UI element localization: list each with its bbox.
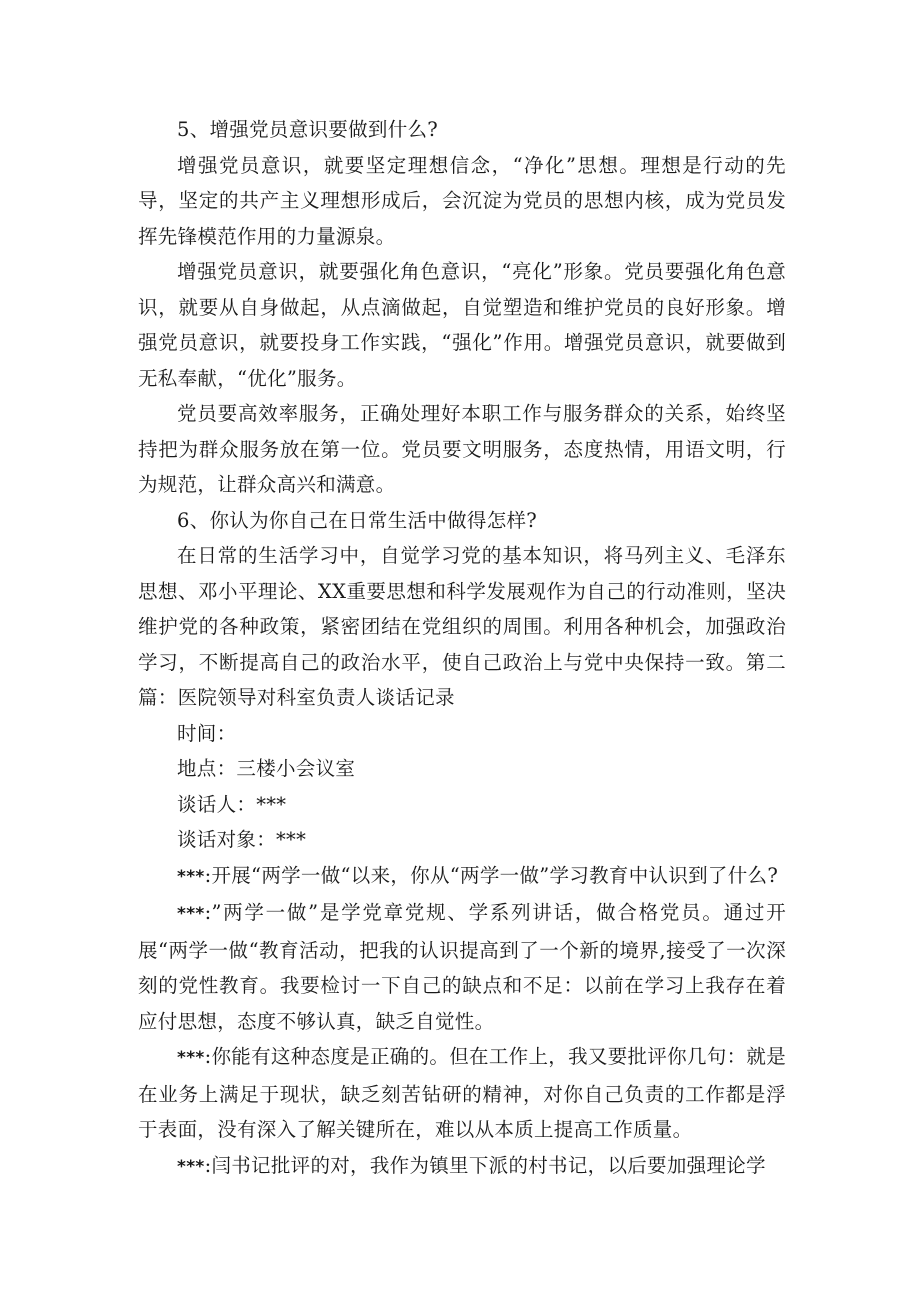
paragraph-text: 6、你认为你自己在日常生活中做得怎样? xyxy=(177,508,538,532)
question-heading xyxy=(138,503,786,539)
paragraph-text: 增强党员意识，就要坚定理想信念，“净化”思想。理想是行动的先导，坚定的共产主义理想形成后，会沉淀为党员的思想内核，成为党员发挥先锋模范作用的力量源泉。 xyxy=(138,153,786,248)
dialogue-text: :开展“两学一做“以来，你从“两学一做”学习教育中认识到了什么? xyxy=(204,863,779,887)
dialogue-line xyxy=(138,895,786,1039)
paragraph-text: 在日常的生活学习中，自觉学习党的基本知识，将马列主义、毛泽东思想、邓小平理论、XX重要思想和科学发展观作为自己的行动准则，坚决维护党的各种政策，紧密团结在党组织的周围。利用各种机会，加强政治学习，不断提高自己的政治水平，使自己政治上与党中央保持一致。第二篇：医院领导对科室负责人谈话记录 xyxy=(138,544,786,709)
dialogue-text: :你能有这种态度是正确的。但在工作上，我又要批评你几句：就是在业务上满足于现状，缺乏刻苦钻研的精神，对你自己负责的工作都是浮于表面，没有深入了解关键所在，难以从本质上提高工作质量。 xyxy=(138,1045,786,1141)
speaker-mark: *** xyxy=(177,1048,205,1068)
meta-location xyxy=(138,751,786,787)
speaker-mark: *** xyxy=(177,866,205,887)
dialogue-line xyxy=(138,1039,786,1148)
document-body xyxy=(138,112,786,1185)
paragraph-text: 5、增强党员意识要做到什么? xyxy=(177,118,439,141)
dialogue-line xyxy=(138,858,786,896)
body-paragraph xyxy=(138,148,786,255)
dialogue-text: :”两学一做”是学党章党规、学系列讲话，做合格党员。通过开展“两学一做“教育活动，把我的认识提高到了一个新的境界,接受了一次深刻的党性教育。我要检讨一下自己的缺点和不足：以前在学习上我存在着应付思想，态度不够认真，缺乏自觉性。 xyxy=(138,901,786,1033)
paragraph-text: 谈话对象：*** xyxy=(177,828,307,851)
paragraph-text: 增强党员意识，就要强化角色意识，“亮化”形象。党员要强化角色意识，就要从自身做起，从点滴做起，自觉塑造和维护党员的良好形象。增强党员意识，就要投身工作实践，“强化”作用。增强党员意识，就要做到无私奉献，“优化”服务。 xyxy=(138,260,786,390)
meta-time xyxy=(138,716,786,752)
question-heading xyxy=(138,112,786,148)
speaker-mark: *** xyxy=(177,904,205,924)
meta-interviewer xyxy=(138,787,786,823)
dialogue-text: :闫书记批评的对，我作为镇里下派的村书记，以后要加强理论学 xyxy=(204,1153,766,1177)
dialogue-line xyxy=(138,1148,786,1186)
body-paragraph xyxy=(138,538,786,716)
paragraph-text: 地点：三楼小会议室 xyxy=(177,757,356,780)
speaker-mark: *** xyxy=(177,1156,205,1177)
paragraph-text: 时间： xyxy=(177,721,237,745)
paragraph-text: 党员要高效率服务，正确处理好本职工作与服务群众的关系，始终坚持把为群众服务放在第一位。党员要文明服务，态度热情，用语文明，行为规范，让群众高兴和满意。 xyxy=(138,402,786,496)
meta-interviewee xyxy=(138,822,786,858)
paragraph-text: 谈话人：*** xyxy=(177,792,287,816)
body-paragraph xyxy=(138,254,786,396)
body-paragraph xyxy=(138,396,786,503)
